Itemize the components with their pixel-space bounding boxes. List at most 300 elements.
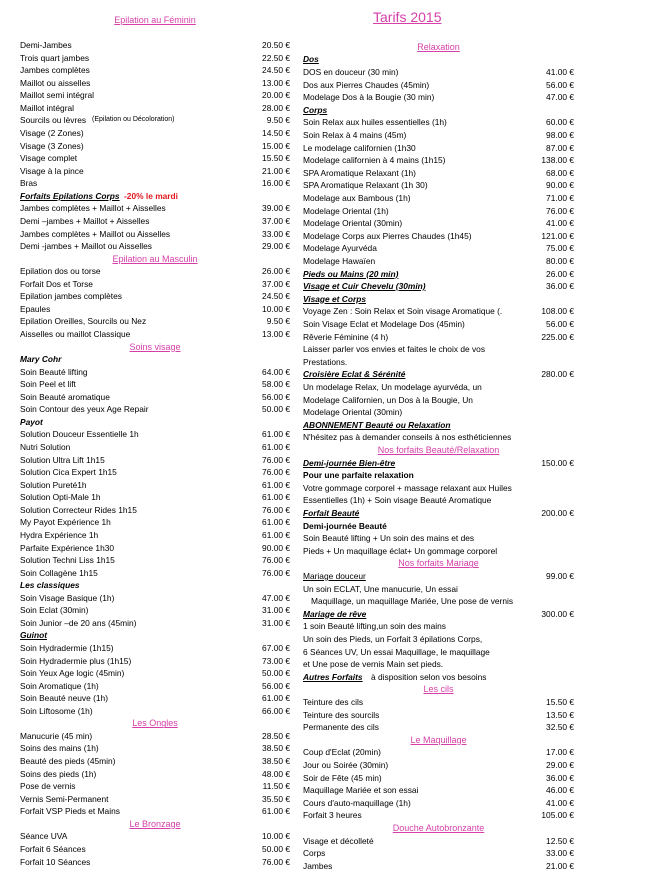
- price-row: [20, 39, 290, 52]
- price-row: [303, 230, 574, 243]
- service-price: 76.00 €: [546, 205, 574, 216]
- price-row: [303, 646, 574, 659]
- price-row: [20, 416, 290, 429]
- service-label: 6 Séances UV, Un essai Maquillage, le maquillage: [303, 646, 490, 657]
- service-label: Epilation Oreilles, Sourcils ou Nez: [20, 316, 147, 327]
- price-row: [303, 356, 574, 369]
- service-label: Permanente des cils: [303, 722, 379, 733]
- service-label: Visage et Corps: [303, 293, 366, 304]
- price-row: [20, 89, 290, 102]
- service-label: Rêverie Féminine (4 h): [303, 331, 389, 342]
- service-price: 12.50 €: [546, 835, 574, 846]
- price-row: [20, 328, 290, 341]
- service-label: Maillot ou aisselles: [20, 77, 91, 88]
- service-label: Solution Correcteur Rides 1h15: [20, 504, 137, 515]
- price-row: [303, 91, 574, 104]
- section-title: Epilation au Masculin: [112, 253, 198, 264]
- price-row: [303, 242, 574, 255]
- service-price: 24.50 €: [262, 291, 290, 302]
- service-price: 36.00 €: [546, 281, 574, 292]
- service-label: Epaules: [20, 303, 51, 314]
- service-price: 26.00 €: [546, 268, 574, 279]
- service-label: Solution Ultra Lift 1h15: [20, 454, 105, 465]
- service-price: 200.00 €: [541, 507, 574, 518]
- service-label: Jour ou Soirée (30min): [303, 759, 389, 770]
- service-price: 10.00 €: [262, 831, 290, 842]
- price-row: [303, 835, 574, 848]
- service-label: SPA Aromatique Relaxant (1h): [303, 167, 416, 178]
- section-title: Nos forfaits Beauté/Relaxation: [377, 444, 500, 455]
- service-label: Jambes complètes: [20, 65, 90, 76]
- service-label: Séance UVA: [20, 831, 68, 842]
- service-label: Visage (2 Zones): [20, 128, 84, 139]
- price-row: [20, 366, 290, 379]
- price-row: [20, 856, 290, 869]
- service-label: Soin Beauté lifting: [20, 366, 88, 377]
- service-label: Guinot: [20, 630, 47, 641]
- price-row: [20, 391, 290, 404]
- service-price: 20.50 €: [262, 40, 290, 51]
- service-label: Payot: [20, 416, 43, 427]
- service-price: 36.00 €: [546, 772, 574, 783]
- service-price: 13.00 €: [262, 329, 290, 339]
- price-row: [20, 730, 290, 743]
- service-label: Modelage Californien, un Dos à la Bougie, Un: [303, 394, 473, 405]
- price-row: [20, 403, 290, 416]
- service-price: 66.00 €: [262, 705, 290, 716]
- service-label: Soin Visage Eclat et Modelage Dos (45min): [303, 318, 465, 329]
- service-label: Forfaits Epilations Corps: [20, 190, 120, 201]
- price-row: [20, 705, 290, 718]
- service-label: Voyage Zen : Soin Relax et Soin visage Aromatique (.: [303, 306, 503, 317]
- price-row: [20, 617, 290, 630]
- service-price: 50.00 €: [262, 404, 290, 415]
- price-row: [303, 53, 574, 66]
- price-row: [20, 240, 290, 253]
- price-row: [303, 116, 574, 129]
- service-price: 15.50 €: [262, 153, 290, 164]
- service-label: Soins des mains (1h): [20, 743, 99, 754]
- service-label: Soin Relax aux huiles essentielles (1h): [303, 117, 447, 128]
- section-title: Douche Autobronzante: [392, 822, 485, 833]
- service-label: Votre gommage corporel + massage relaxant aux Huiles: [303, 482, 512, 493]
- service-price: 73.00 €: [262, 655, 290, 666]
- service-label: Soin Contour des yeux Age Repair: [20, 404, 149, 415]
- section-heading: [20, 14, 290, 27]
- service-label: Forfait Dos et Torse: [20, 278, 93, 289]
- price-row: [20, 604, 290, 617]
- price-row: [303, 66, 574, 79]
- service-price: 38.50 €: [262, 756, 290, 767]
- service-price: 41.00 €: [546, 218, 574, 229]
- page-title: Tarifs 2015: [373, 9, 442, 25]
- price-row: [303, 671, 574, 684]
- service-label: Demi-journée Beauté: [303, 520, 387, 531]
- section-heading: [20, 253, 290, 266]
- service-label: Manucurie (45 min): [20, 730, 93, 741]
- price-row: [20, 667, 290, 680]
- service-label: Demi-Jambes: [20, 40, 72, 51]
- service-label: Solution Techni Liss 1h15: [20, 555, 115, 566]
- service-label: Modelage Oriental (1h): [303, 205, 389, 216]
- price-row: [20, 290, 290, 303]
- service-label: Soin Beauté lifting + Un soin des mains et des: [303, 533, 475, 544]
- section-title: Les Ongles: [132, 718, 178, 729]
- service-label: Cours d'auto-maquillage (1h): [303, 797, 411, 808]
- price-row: [20, 454, 290, 467]
- price-row: [20, 529, 290, 542]
- price-row: [303, 772, 574, 785]
- service-label: Un soin ECLAT, Une manucurie, Un essai: [303, 583, 458, 594]
- service-label: Jambes complètes + Maillot ou Aisselles: [20, 228, 171, 239]
- service-label: Aisselles ou maillot Classique: [20, 329, 131, 339]
- price-row: [303, 608, 574, 621]
- price-row: [303, 394, 574, 407]
- service-price: 41.00 €: [546, 797, 574, 808]
- price-row: [20, 755, 290, 768]
- service-label: Corps: [303, 104, 328, 115]
- service-label: Modelage Ayurvéda: [303, 243, 377, 254]
- service-label: Pieds + Un maquillage éclat+ Un gommage corporel: [303, 545, 498, 556]
- service-price: 9.50 €: [266, 115, 290, 126]
- service-label: Autres Forfaits: [303, 671, 363, 682]
- service-price: 56.00 €: [262, 391, 290, 402]
- service-label: Epilation jambes complètes: [20, 291, 122, 302]
- service-price: 14.50 €: [262, 128, 290, 139]
- service-price: 61.00 €: [262, 442, 290, 453]
- service-price: 47.00 €: [546, 92, 574, 103]
- price-row: [303, 129, 574, 142]
- service-label: Maillot intégral: [20, 102, 74, 113]
- service-label: Parfaite Expérience 1h30: [20, 542, 115, 553]
- service-price: 56.00 €: [546, 318, 574, 329]
- service-label: Corps: [303, 848, 326, 859]
- service-price: 33.00 €: [262, 228, 290, 239]
- price-row: [303, 331, 574, 344]
- service-label: DOS en douceur (30 min): [303, 66, 399, 77]
- service-label: Visage et Cuir Chevelu (30min): [303, 281, 426, 292]
- price-row: [303, 620, 574, 633]
- service-price: 108.00 €: [541, 306, 574, 317]
- service-price: 26.00 €: [262, 266, 290, 277]
- section-title: Soins visage: [129, 341, 181, 352]
- price-row: [303, 79, 574, 92]
- price-row: [20, 516, 290, 529]
- service-label: ABONNEMENT Beauté ou Relaxation: [303, 419, 451, 430]
- service-price: 98.00 €: [546, 129, 574, 140]
- price-row: [303, 532, 574, 545]
- price-row: [20, 165, 290, 178]
- service-label: Jambes: [303, 860, 333, 871]
- price-row: [303, 709, 574, 722]
- service-label: et Une pose de vernis Main set pieds.: [303, 659, 444, 670]
- service-label: Soin Junior –de 20 ans (45min): [20, 617, 137, 628]
- service-label: Le modelage californien (1h30: [303, 142, 416, 153]
- service-label: Teinture des cils: [303, 696, 364, 707]
- service-label: Demi –jambes + Maillot + Aisselles: [20, 215, 150, 226]
- price-row: [303, 457, 574, 470]
- service-price: 76.00 €: [262, 567, 290, 578]
- service-price: 61.00 €: [262, 806, 290, 817]
- service-price: 56.00 €: [262, 680, 290, 691]
- service-price: 76.00 €: [262, 504, 290, 515]
- service-price: 64.00 €: [262, 366, 290, 377]
- service-price: 105.00 €: [541, 810, 574, 821]
- price-row: [20, 768, 290, 781]
- service-label: Forfait 6 Séances: [20, 843, 86, 854]
- service-label: Solution Pureté1h: [20, 479, 87, 490]
- price-row: [20, 378, 290, 391]
- service-label: Modelage Hawaïen: [303, 255, 376, 266]
- price-row: [303, 583, 574, 596]
- service-price: 61.00 €: [262, 492, 290, 503]
- price-row: [20, 215, 290, 228]
- price-row: [303, 696, 574, 709]
- service-price: 31.00 €: [262, 617, 290, 628]
- price-row: [303, 205, 574, 218]
- service-label: Epilation dos ou torse: [20, 266, 101, 277]
- service-price: 225.00 €: [541, 331, 574, 342]
- service-label: Maquillage Mariée et son essai: [303, 785, 419, 796]
- service-label: Teinture des sourcils: [303, 709, 380, 720]
- price-row: [20, 428, 290, 441]
- price-row: [303, 381, 574, 394]
- service-label: Prestations.: [303, 356, 348, 367]
- service-label: Forfait 10 Séances: [20, 856, 91, 867]
- service-price: 29.00 €: [546, 759, 574, 770]
- service-price: 15.00 €: [262, 140, 290, 151]
- service-label: Jambes complètes + Maillot + Aisselles: [20, 203, 166, 214]
- price-row: [303, 167, 574, 180]
- service-price: 280.00 €: [541, 369, 574, 380]
- price-row: [303, 406, 574, 419]
- section-heading: [20, 717, 290, 730]
- price-row: [303, 520, 574, 533]
- price-row: [303, 280, 574, 293]
- service-price: 17.00 €: [546, 747, 574, 758]
- price-row: [303, 305, 574, 318]
- service-label: Pose de vernis: [20, 781, 76, 792]
- price-row: [20, 843, 290, 856]
- price-row: [20, 353, 290, 366]
- service-label: Forfait 3 heures: [303, 810, 362, 821]
- price-row: [20, 127, 290, 140]
- section-heading: [303, 557, 574, 570]
- service-price: 67.00 €: [262, 643, 290, 653]
- service-label: Solution Douceur Essentielle 1h: [20, 429, 139, 440]
- service-label: N'hésitez pas à demander conseils à nos esthéticiennes: [303, 432, 512, 443]
- price-row: [20, 793, 290, 806]
- service-price: 87.00 €: [546, 142, 574, 153]
- service-price: 99.00 €: [546, 570, 574, 581]
- service-label: Modelage Oriental (30min): [303, 407, 403, 418]
- price-row: [303, 482, 574, 495]
- price-row: [20, 466, 290, 479]
- section-heading: [303, 734, 574, 747]
- section-title: Le Bronzage: [129, 818, 181, 829]
- service-label: Visage (3 Zones): [20, 140, 84, 151]
- service-label: Demi -jambes + Maillot ou Aisselles: [20, 241, 152, 252]
- service-price: 56.00 €: [546, 79, 574, 90]
- price-row: [303, 797, 574, 810]
- service-label: Forfait Beauté: [303, 507, 360, 518]
- price-row: [303, 154, 574, 167]
- service-label: Trois quart jambes: [20, 52, 90, 63]
- price-row: [20, 52, 290, 65]
- service-price: 71.00 €: [546, 192, 574, 203]
- service-price: 33.00 €: [546, 848, 574, 859]
- service-label: Soin Peel et lift: [20, 379, 76, 390]
- section-heading: [20, 818, 290, 831]
- price-row: [20, 780, 290, 793]
- price-row: [303, 507, 574, 520]
- price-row: [303, 268, 574, 281]
- price-row: [303, 633, 574, 646]
- price-row: [20, 152, 290, 165]
- section-title: Epilation au Féminin: [114, 15, 196, 25]
- price-row: [20, 692, 290, 705]
- service-label: Bras: [20, 178, 38, 189]
- section-title: Relaxation: [417, 41, 460, 52]
- service-price: 80.00 €: [546, 255, 574, 266]
- service-price: 31.00 €: [262, 605, 290, 616]
- price-row: [303, 419, 574, 432]
- service-price: 32.50 €: [546, 722, 574, 733]
- service-label: Un soin des Pieds, un Forfait 3 épilations Corps,: [303, 633, 483, 644]
- service-price: 13.00 €: [262, 77, 290, 88]
- service-price: 68.00 €: [546, 167, 574, 178]
- service-price: 39.00 €: [262, 203, 290, 214]
- price-row: [303, 142, 574, 155]
- service-label: Soin Visage Basique (1h): [20, 592, 115, 603]
- service-label: Modelage Dos à la Bougie (30 min): [303, 92, 435, 103]
- service-label: Maillot semi intégral: [20, 90, 95, 101]
- price-row: [20, 542, 290, 555]
- service-label: Hydra Expérience 1h: [20, 529, 99, 540]
- service-label: Soin Hydradermie plus (1h15): [20, 655, 132, 666]
- service-price: 38.50 €: [262, 743, 290, 754]
- price-row: [303, 595, 574, 608]
- price-row: [303, 570, 574, 583]
- service-price: 76.00 €: [262, 454, 290, 465]
- price-row: [20, 265, 290, 278]
- service-label: Modelage californien à 4 mains (1h15): [303, 155, 446, 166]
- service-label: Solution Opti-Male 1h: [20, 492, 101, 503]
- service-price: 76.00 €: [262, 555, 290, 566]
- price-row: [20, 190, 290, 203]
- service-label: Laisser parler vos envies et faites le choix de vos: [303, 344, 486, 355]
- section-title: Les cils: [423, 684, 454, 695]
- service-label: Mariage douceur: [303, 570, 366, 581]
- price-row: [20, 114, 290, 127]
- service-price: 61.00 €: [262, 429, 290, 440]
- service-label: Mariage de rêve: [303, 608, 367, 619]
- service-price: 138.00 €: [541, 155, 574, 166]
- section-heading: [303, 683, 574, 696]
- service-label: Soin Hydradermie (1h15): [20, 643, 114, 653]
- price-row: [20, 554, 290, 567]
- price-row: [303, 809, 574, 822]
- price-row: [303, 860, 574, 873]
- price-row: [20, 805, 290, 818]
- price-row: [303, 847, 574, 860]
- price-row: [20, 642, 290, 655]
- price-row: [20, 77, 290, 90]
- service-label: Nutri Solution: [20, 442, 71, 453]
- price-row: [20, 102, 290, 115]
- service-price: 47.00 €: [262, 592, 290, 603]
- price-row: [303, 746, 574, 759]
- price-row: [20, 479, 290, 492]
- service-label: Coup d'Eclat (20min): [303, 747, 381, 758]
- price-row: [20, 830, 290, 843]
- service-label: Dos aux Pierres Chaudes (45min): [303, 79, 430, 90]
- service-label: Soin Beauté aromatique: [20, 391, 110, 402]
- service-price: 50.00 €: [262, 843, 290, 854]
- service-price: 121.00 €: [541, 230, 574, 241]
- service-label: Un modelage Relax, Un modelage ayurvéda, un: [303, 381, 482, 392]
- service-price: 35.50 €: [262, 793, 290, 804]
- price-row: [20, 742, 290, 755]
- service-label: Soin Yeux Age logic (45min): [20, 668, 125, 679]
- service-label: Maquillage, un maquillage Mariée, Une pose de vernis: [311, 596, 514, 607]
- section-heading: [303, 822, 574, 835]
- service-price: 48.00 €: [262, 768, 290, 779]
- service-price: 61.00 €: [262, 479, 290, 490]
- service-price: 61.00 €: [262, 529, 290, 540]
- price-row: [303, 545, 574, 558]
- price-row: [20, 177, 290, 190]
- service-label: Solution Cica Expert 1h15: [20, 467, 117, 478]
- service-label: Soin Eclat (30min): [20, 605, 89, 616]
- service-price: 90.00 €: [546, 180, 574, 191]
- service-label: Demi-journée Bien-être: [303, 457, 396, 468]
- service-label: Soins des pieds (1h): [20, 768, 97, 779]
- service-price: 28.00 €: [262, 102, 290, 113]
- price-row: [20, 64, 290, 77]
- price-row: [20, 579, 290, 592]
- price-row: [20, 504, 290, 517]
- service-label: Soin Liftosome (1h): [20, 705, 93, 716]
- service-price: 10.00 €: [262, 303, 290, 314]
- service-label: Vernis Semi-Permanent: [20, 793, 109, 804]
- service-price: 37.00 €: [262, 278, 290, 289]
- section-heading: [303, 444, 574, 457]
- service-price: 90.00 €: [262, 542, 290, 553]
- service-price: 15.50 €: [546, 696, 574, 707]
- service-label: Soin Beauté neuve (1h): [20, 693, 108, 704]
- service-label: Soin Collagène 1h15: [20, 567, 98, 578]
- price-row: [20, 303, 290, 316]
- price-row: [303, 658, 574, 671]
- service-label: Modelage Corps aux Pierres Chaudes (1h45): [303, 230, 472, 241]
- service-price: 76.00 €: [262, 467, 290, 478]
- service-label: Modelage aux Bambous (1h): [303, 192, 411, 203]
- service-price: 61.00 €: [262, 693, 290, 704]
- service-price: 21.00 €: [262, 165, 290, 176]
- price-row: [20, 315, 290, 328]
- service-label: Les classiques: [20, 580, 80, 591]
- service-price: 300.00 €: [541, 608, 574, 619]
- service-label: Visage complet: [20, 153, 78, 164]
- service-price: 13.50 €: [546, 709, 574, 720]
- price-row: [303, 343, 574, 356]
- service-label: Soin Relax à 4 mains (45m): [303, 129, 407, 140]
- price-row: [20, 491, 290, 504]
- price-row: [303, 469, 574, 482]
- service-label: Visage et décolleté: [303, 835, 374, 846]
- price-row: [303, 368, 574, 381]
